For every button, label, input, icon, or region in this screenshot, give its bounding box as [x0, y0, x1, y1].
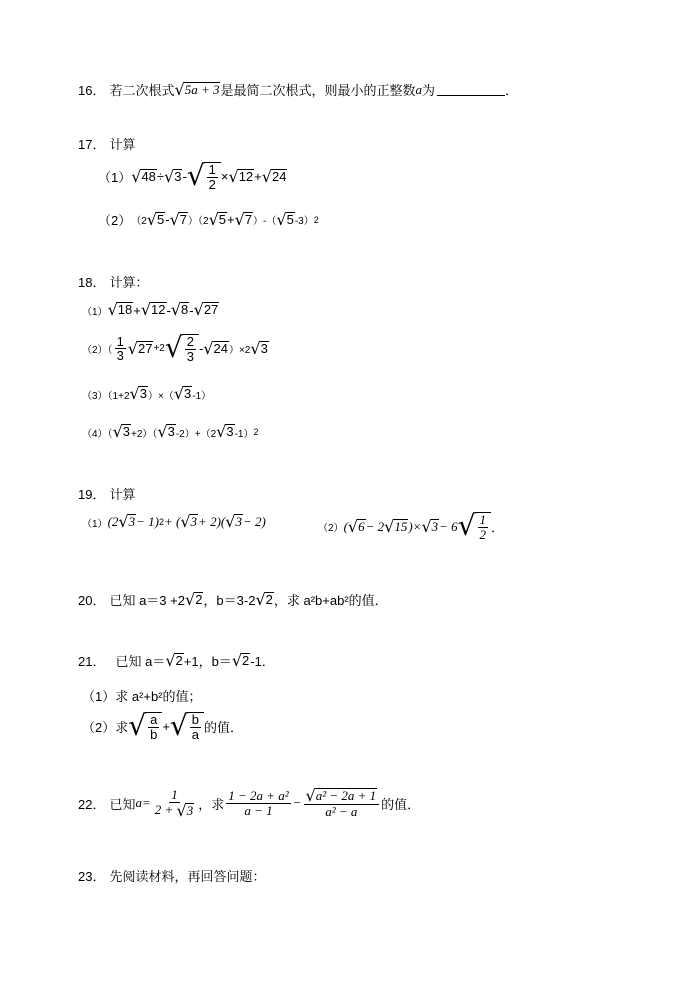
sqrt: √ 3	[118, 512, 136, 531]
q19-part1	[82, 514, 266, 530]
sqrt-expression: √ 5a + 3	[174, 79, 220, 99]
sqrt-fraction: √ $\frac{1}{2}$	[458, 512, 491, 541]
sqrt: √ 3	[180, 512, 198, 531]
question-16	[78, 80, 518, 99]
sqrt: √ 3	[157, 422, 175, 441]
text: ）（2	[188, 216, 209, 227]
op: -	[189, 302, 194, 318]
text: （2	[131, 216, 147, 227]
text: -3）	[294, 216, 314, 227]
text: + 2)(	[198, 514, 226, 529]
exponent: 2	[158, 517, 164, 527]
question-19-title	[78, 484, 135, 503]
question-number: 22．	[78, 796, 106, 812]
title: 计算：	[109, 275, 149, 290]
label: （1）	[82, 306, 108, 318]
text: -1）	[234, 428, 254, 440]
exponent: 2	[253, 427, 259, 437]
sqrt: √ 8	[170, 300, 189, 319]
text: -1）	[192, 390, 212, 402]
q21-part2	[82, 709, 243, 742]
sqrt-fraction: √ $\frac{b}{a}$	[170, 712, 204, 741]
sqrt: √ 3	[129, 384, 147, 403]
sqrt: √ 3	[216, 422, 234, 441]
sqrt: √ 27	[193, 300, 219, 319]
text: ，求	[198, 796, 225, 812]
exponent: 2	[313, 214, 319, 225]
text: ）-（	[253, 216, 277, 227]
q21-part1	[82, 686, 202, 705]
text: −	[292, 795, 302, 811]
question-21	[78, 651, 275, 670]
sqrt: √ 12	[140, 300, 166, 319]
sqrt: √ 3	[112, 422, 130, 441]
text: − 1)	[136, 514, 159, 529]
sqrt: √ 6	[347, 516, 365, 536]
text: +1，b＝	[183, 654, 232, 669]
text: (2	[107, 514, 119, 529]
sqrt: √ 2	[165, 650, 183, 670]
sqrt: √ 3	[164, 166, 182, 186]
text: 已知	[109, 796, 136, 812]
sqrt: √ 18	[107, 300, 133, 319]
question-number: 21．	[78, 654, 106, 669]
text: + (	[163, 514, 181, 529]
sqrt: √ 2	[231, 650, 250, 670]
text: +2	[153, 343, 165, 355]
title: 计算	[109, 487, 136, 502]
text: （1）求 a²+b²的值；	[82, 689, 202, 704]
text: ．	[505, 83, 519, 98]
op: ÷	[156, 169, 165, 185]
op: -	[166, 302, 171, 318]
question-number: 20．	[78, 593, 106, 608]
fraction: √ a² − 2a + 1 a² − a	[304, 788, 380, 819]
text: 是最简二次根式，则最小的正整数	[220, 83, 416, 98]
text: − 2)	[242, 514, 266, 529]
sqrt: √ 15	[384, 516, 408, 536]
label: （2）	[318, 523, 344, 535]
label: （2）求	[82, 720, 129, 736]
text: =	[141, 795, 151, 811]
text: 为	[421, 83, 435, 98]
question-number: 18．	[78, 275, 106, 290]
sqrt-fraction: √ $\frac{2}{3}$	[165, 334, 199, 363]
sqrt: √ 5	[208, 209, 227, 229]
sqrt-fraction: √ $\frac{1}{2}$	[187, 162, 221, 191]
text: 若二次根式	[109, 83, 175, 98]
q19-part2	[318, 509, 505, 542]
sqrt: √ 48	[131, 166, 156, 186]
op: +	[254, 169, 262, 185]
fraction: 1 2 + √ 3	[154, 787, 194, 820]
sqrt: √ 5	[276, 209, 294, 229]
label: （2）（	[82, 345, 113, 357]
sqrt: √ 24	[261, 166, 287, 186]
label: （2）	[98, 213, 132, 228]
title: 计算	[109, 137, 136, 152]
fraction: $\frac{1}{3}$	[116, 333, 124, 364]
q18-part1	[82, 302, 219, 318]
q17-part2	[98, 210, 319, 229]
question-22	[78, 788, 420, 819]
label: （4）（	[82, 428, 113, 440]
text: − 6	[439, 518, 458, 534]
label: （1）	[98, 170, 132, 186]
text: ）×2	[228, 345, 251, 357]
text: − 2	[365, 518, 385, 534]
sqrt: √ 3	[225, 512, 242, 531]
variable: a	[135, 795, 142, 811]
sqrt: √ 5	[146, 209, 165, 229]
q18-part2	[82, 331, 269, 364]
text: +2）（	[131, 428, 158, 440]
sqrt: √ 7	[169, 209, 188, 229]
question-number: 16．	[78, 83, 106, 98]
fraction: $\frac{\text{1 − 2a + a²}}{a - 1}$	[228, 788, 289, 818]
sqrt: √ 3	[173, 384, 192, 403]
text: 的值．	[381, 796, 421, 812]
question-23	[78, 866, 265, 885]
sqrt: √ 3	[421, 516, 439, 536]
text: ．	[491, 520, 505, 536]
op: +	[162, 719, 170, 735]
q17-part1	[98, 159, 287, 192]
text: +	[227, 212, 235, 227]
variable: a	[415, 81, 422, 97]
sqrt: √ 12	[228, 166, 254, 186]
q18-part4	[82, 424, 259, 440]
op: +	[133, 302, 141, 318]
text: (	[343, 518, 348, 534]
text: 已知 a＝3 +2	[109, 593, 185, 608]
text: -1．	[250, 654, 275, 669]
text: ，求 a²b+ab²的值．	[273, 593, 388, 608]
label: （3）（1+2	[82, 390, 130, 402]
question-number: 19．	[78, 487, 106, 502]
sqrt: √ 2	[255, 589, 273, 609]
text: 已知 a＝	[115, 654, 166, 669]
sqrt-fraction: √ $\frac{a}{b}$	[128, 712, 162, 741]
question-number: 17．	[78, 137, 106, 152]
sqrt: √ 7	[234, 209, 253, 229]
text: -2）+（2	[175, 428, 217, 440]
label: （1）	[82, 518, 108, 530]
text: 先阅读材料，再回答问题：	[109, 869, 266, 884]
question-number: 23．	[78, 869, 106, 884]
question-18-title	[78, 272, 148, 291]
q18-part3	[82, 386, 211, 402]
answer-blank	[437, 83, 505, 96]
sqrt: √ 27	[127, 338, 153, 358]
text: )×	[408, 518, 422, 534]
question-20	[78, 590, 388, 609]
op: -	[182, 169, 187, 185]
sqrt: √ 24	[203, 338, 228, 358]
question-17-title	[78, 134, 135, 153]
text: ，b＝3-2	[203, 593, 256, 608]
text: ）×（	[147, 390, 174, 402]
sqrt: √ 3	[250, 338, 268, 358]
sqrt: √ 2	[184, 589, 203, 609]
text: 的值．	[203, 720, 243, 736]
text: -	[165, 212, 170, 227]
op: ×	[220, 169, 229, 185]
text: -	[198, 341, 204, 357]
